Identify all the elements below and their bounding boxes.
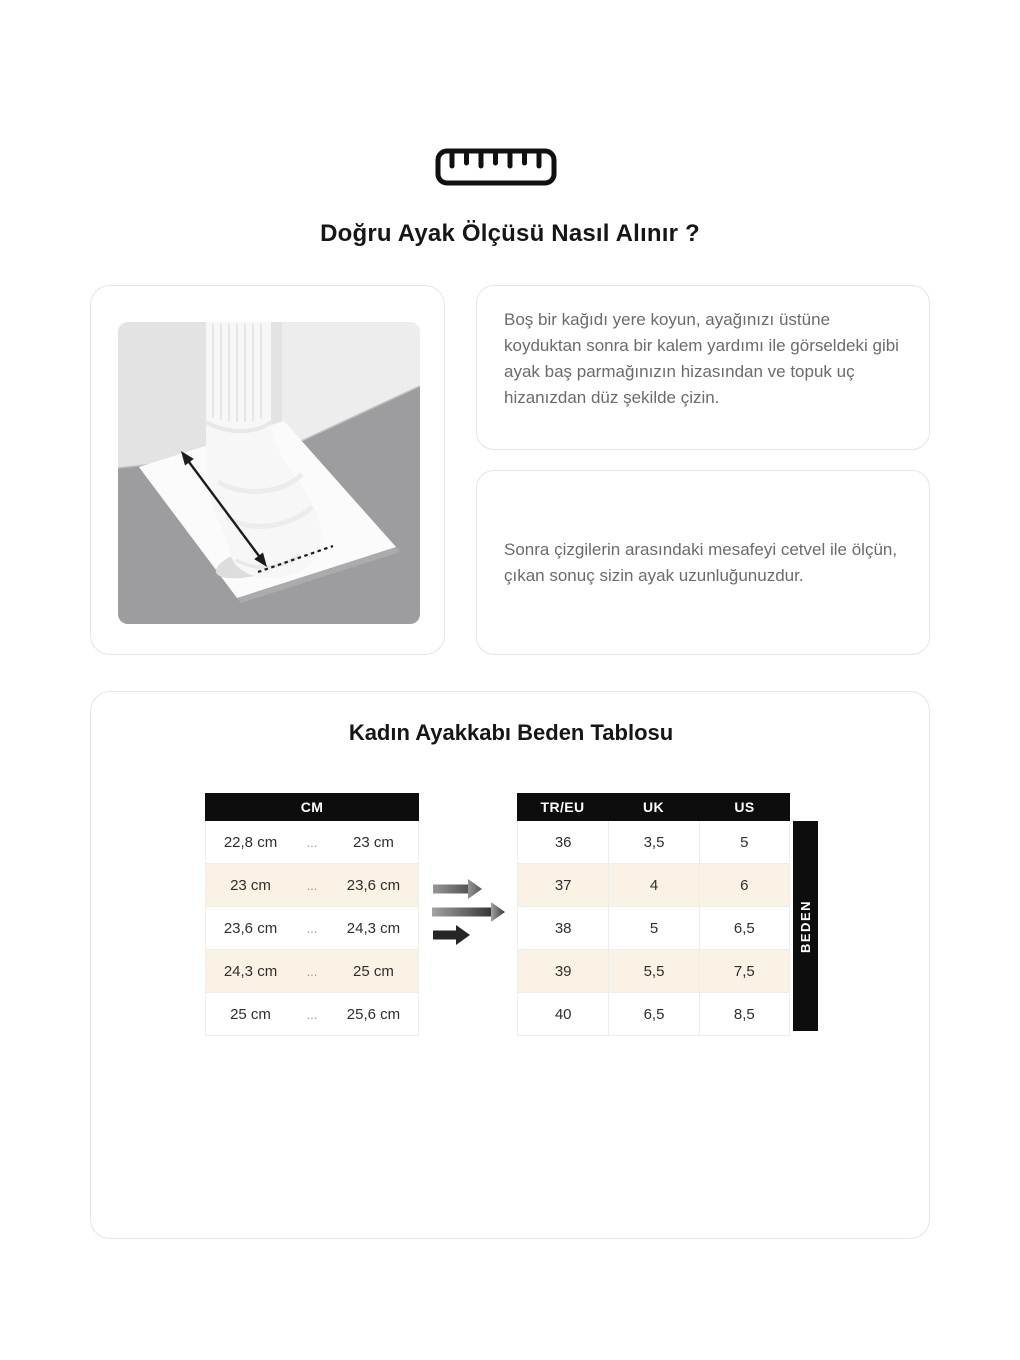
size-us: 6,5 — [699, 907, 789, 949]
ruler-icon-svg — [435, 148, 557, 186]
size-table-body — [517, 821, 790, 1036]
size-tr-eu: 38 — [554, 919, 572, 937]
size-conversion-table — [517, 793, 790, 1036]
range-separator: ... — [306, 834, 318, 850]
cm-range-to: 24,3 cm — [346, 919, 401, 937]
size-table-row — [518, 993, 789, 1035]
size-tr-eu: 40 — [554, 1005, 572, 1023]
instruction-card-1 — [476, 285, 930, 450]
size-us: 8,5 — [699, 993, 789, 1035]
size-us: 7,5 — [699, 950, 789, 992]
cm-table-row — [206, 907, 418, 950]
col-header-us: US — [734, 799, 755, 815]
cm-range-to: 23,6 cm — [346, 876, 401, 894]
cm-table-row — [206, 821, 418, 864]
page-title: Doğru Ayak Ölçüsü Nasıl Alınır ? — [320, 220, 700, 247]
size-uk: 6,5 — [608, 993, 698, 1035]
size-table-row — [518, 950, 789, 993]
cm-table-body — [205, 821, 419, 1036]
cm-table-row — [206, 993, 418, 1035]
cm-range-from: 25 cm — [230, 1005, 271, 1023]
size-table-title: Kadın Ayakkabı Beden Tablosu — [348, 720, 674, 745]
size-table-row — [518, 821, 789, 864]
cm-table — [205, 793, 419, 1036]
size-tr-eu: 36 — [554, 833, 572, 851]
foot-measurement-image — [118, 322, 420, 624]
cm-range-to: 25 cm — [353, 962, 394, 980]
range-separator: ... — [306, 963, 318, 979]
instruction-text-2: Sonra çizgilerin arasındaki mesafeyi cetvel ile ölçün, çıkan sonuç sizin ayak uzunluğunuzdur. — [504, 539, 898, 585]
cm-range-from: 24,3 cm — [223, 962, 278, 980]
cm-table-header: CM — [205, 793, 419, 821]
cm-range-from: 22,8 cm — [223, 833, 278, 851]
size-uk: 5 — [608, 907, 698, 949]
size-us: 5 — [699, 821, 789, 863]
cm-range-from: 23 cm — [230, 876, 271, 894]
instruction-text-1: Boş bir kağıdı yere koyun, ayağınızı üstüne koyduktan sonra bir kalem yardımı ile görseldeki gibi ayak baş parmağınızın hizasından ve topuk uç hizanızdan düz şekilde çizin. — [504, 310, 899, 407]
cm-range-to: 23 cm — [353, 833, 394, 851]
size-table-card — [90, 691, 930, 1239]
size-uk: 3,5 — [608, 821, 698, 863]
size-table-row — [518, 907, 789, 950]
cm-range-from: 23,6 cm — [223, 919, 278, 937]
size-us: 6 — [699, 864, 789, 906]
size-table-row — [518, 864, 789, 907]
range-separator: ... — [306, 877, 318, 893]
size-tr-eu: 37 — [554, 876, 572, 894]
instruction-card-2 — [476, 470, 930, 655]
size-uk: 5,5 — [608, 950, 698, 992]
range-separator: ... — [306, 920, 318, 936]
foot-photo-illustration — [118, 322, 420, 624]
foot-measurement-card — [90, 285, 445, 655]
size-table-header-row — [517, 793, 790, 821]
col-header-uk: UK — [642, 799, 665, 815]
size-uk: 4 — [608, 864, 698, 906]
size-tr-eu: 39 — [554, 962, 572, 980]
ruler-icon — [435, 148, 557, 186]
cm-table-row — [206, 864, 418, 907]
col-header-tr-eu: TR/EU — [540, 799, 585, 815]
cm-range-to: 25,6 cm — [346, 1005, 401, 1023]
beden-label-text: BEDEN — [798, 899, 814, 953]
mapping-arrows-icon — [431, 870, 509, 948]
beden-side-label — [793, 821, 818, 1031]
range-separator: ... — [306, 1006, 318, 1022]
cm-table-row — [206, 950, 418, 993]
